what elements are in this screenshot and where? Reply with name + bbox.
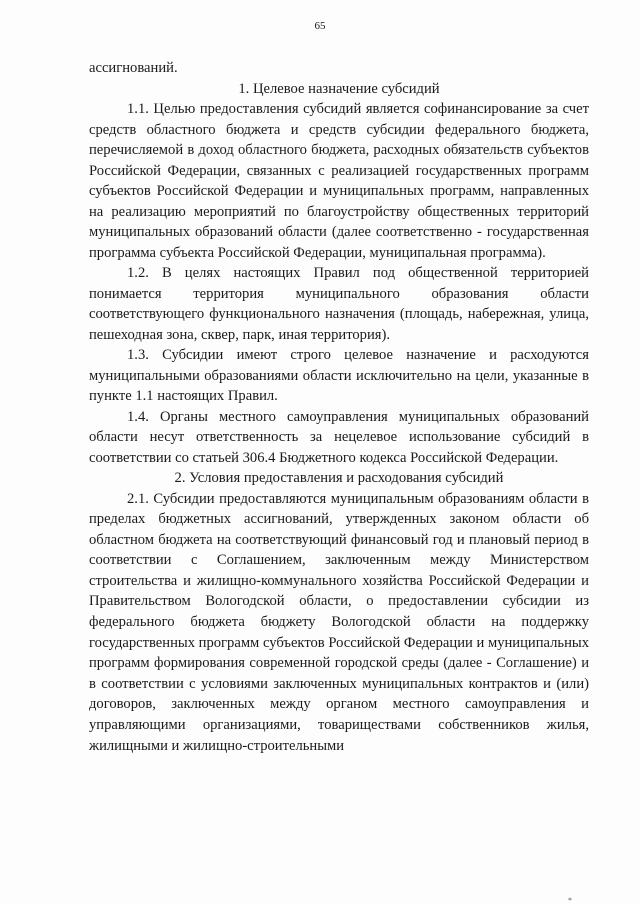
paragraph-1-1: 1.1. Целью предоставления субсидий является софинансирование за счет средств областного бюджета и средств субсидии федерального бюджета, перечисляемой в доход областного бюджета, расходных обязательств субъектов Российской Федерации, связанных с реализацией государственных программ субъектов Российской Федерации и муниципальных программ, направленных на реализацию мероприятий по благоустройству общественных территорий муниципальных образований области (далее соответственно - государственная программа субъекта Российской Федерации, муниципальная программа). [89, 101, 589, 261]
section-1-body [89, 99, 589, 468]
intro-line: ассигнований. [89, 60, 178, 76]
section-1-heading: 1. Целевое назначение субсидий [238, 80, 440, 97]
corner-mark: * [568, 896, 572, 905]
paragraph-1-2: 1.2. В целях настоящих Правил под общественной территорией понимается территория муниципального образования области соответствующего функционального назначения (площадь, набережная, улица, пешеходная зона, сквер, парк, иная территория). [89, 265, 589, 343]
page-number: 65 [314, 20, 326, 32]
paragraph-1-3: 1.3. Субсидии имеют строго целевое назначение и расходуются муниципальными образованиями области исключительно на цели, указанные в пункте 1.1 настоящих Правил. [89, 347, 589, 404]
paragraph-2-1: 2.1. Субсидии предоставляются муниципальным образованиям области в пределах бюджетных ассигнований, утвержденных законом области об областном бюджета на соответствующий финансовый год и плановый период в соответствии с Соглашением, заключенным между Министерством строительства и жилищно-коммунального хозяйства Российской Федерации и Правительством Вологодской области, о предоставлении субсидии из федерального бюджета бюджету Вологодской области на поддержку государственных программ субъектов Российской Федерации и муниципальных программ формирования современной городской среды (далее - Соглашение) и в соответствии с условиями заключенных муниципальных контрактов и (или) договоров, заключенных между органом местного самоуправления и управляющими организациями, товариществами собственников жилья, жилищными и жилищно-строительными [89, 490, 589, 754]
section-2-body [89, 489, 589, 757]
paragraph-1-4: 1.4. Органы местного самоуправления муниципальных образований области несут ответственность за нецелевое использование субсидий в соответствии со статьей 306.4 Бюджетного кодекса Российской Федерации. [89, 408, 589, 466]
document-body [89, 58, 589, 756]
section-2-heading: 2. Условия предоставления и расходования субсидий [174, 470, 504, 486]
